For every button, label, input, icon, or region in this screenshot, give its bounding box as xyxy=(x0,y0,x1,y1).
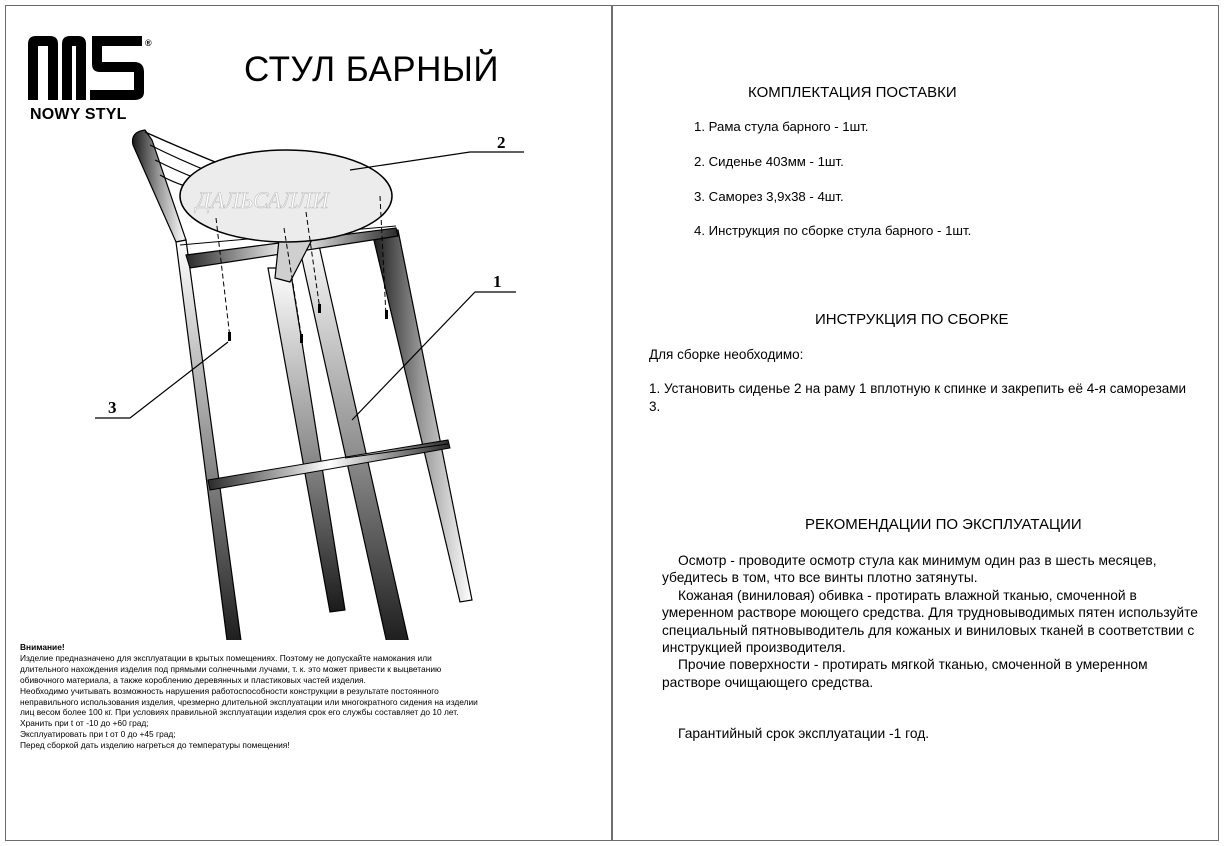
warning-line: неправильного использования изделия, чрезмерно длительной эксплуатации или многократного сидения на изделии xyxy=(20,696,478,707)
care-recommendations xyxy=(662,552,1202,691)
care-paragraph-inspection: Осмотр - проводите осмотр стула как минимум один раз в шесть месяцев, убедитесь в том, что все винты плотно затянуты. xyxy=(662,553,1157,586)
registered-mark: ® xyxy=(145,38,152,48)
callout-2: 2 xyxy=(497,133,506,152)
warning-line: Эксплуатировать при t от 0 до +45 град; xyxy=(20,729,176,740)
screws-part-3 xyxy=(228,304,388,343)
warning-heading: Внимание! xyxy=(20,642,65,652)
kit-heading: КОМПЛЕКТАЦИЯ ПОСТАВКИ xyxy=(748,84,957,101)
kit-item: 1. Рама стула барного - 1шт. xyxy=(694,119,869,134)
warning-line: длительного нахождения изделия под прямыми солнечными лучами, т. к. это может привести к выцветанию xyxy=(20,663,442,674)
kit-list xyxy=(694,119,971,258)
callout-1: 1 xyxy=(493,272,502,291)
frame-footrest xyxy=(208,440,450,490)
brand-name: NOWY STYL xyxy=(30,106,127,123)
warning-line: Изделие предназначено для эксплуатации в крытых помещениях. Поэтому не допускайте намокания или xyxy=(20,652,432,663)
warning-line: Хранить при t от -10 до +60 град; xyxy=(20,718,149,729)
warning-line: Необходимо учитывать возможность нарушения работоспособности конструкции в результате постоянного xyxy=(20,685,439,696)
warning-line: Перед сборкой дать изделию нагреться до температуры помещения! xyxy=(20,740,290,751)
warning-notice xyxy=(20,642,592,751)
assembly-heading: ИНСТРУКЦИЯ ПО СБОРКЕ xyxy=(815,311,1009,328)
callout-3: 3 xyxy=(108,398,117,417)
bar-stool-assembly-drawing xyxy=(0,0,612,640)
assembly-step-1: 1. Установить сиденье 2 на раму 1 вплотную к спинке и закрепить её 4-я саморезами 3. xyxy=(649,381,1187,414)
document-title: СТУЛ БАРНЫЙ xyxy=(244,50,500,89)
kit-item: 4. Инструкция по сборке стула барного - 1шт. xyxy=(694,223,972,239)
warranty-period: Гарантийный срок эксплуатации -1 год. xyxy=(678,726,930,741)
kit-item: 2. Сиденье 403мм - 1шт. xyxy=(694,153,844,169)
care-paragraph-surfaces: Прочие поверхности - протирать мягкой тканью, смоченной в умеренном растворе очищающего средства. xyxy=(662,657,1148,690)
warning-line: обивочного материала, а также короблению деревянных и пластиковых частей изделия. xyxy=(20,674,366,685)
assembly-intro: Для сборке необходимо: xyxy=(649,347,804,362)
kit-item: 3. Саморез 3,9х38 - 4шт. xyxy=(694,188,844,204)
seat-part-2 xyxy=(180,150,392,242)
care-paragraph-leather: Кожаная (виниловая) обивка - протирать влажной тканью, смоченной в умеренном растворе моющего средства. Для трудновыводимых пятен используйте специальный пятновыводитель для кожаных и виниловых тканей в соответствии с инструкцией производителя. xyxy=(662,587,1198,656)
care-heading: РЕКОМЕНДАЦИИ ПО ЭКСПЛУАТАЦИИ xyxy=(805,516,1082,533)
seat-watermark: ДАЛЬСАЛЛИ xyxy=(196,188,329,213)
warning-line: лиц весом более 100 кг. При условиях правильной эксплуатации изделия срок его службы составляет до 10 лет. xyxy=(20,707,459,718)
